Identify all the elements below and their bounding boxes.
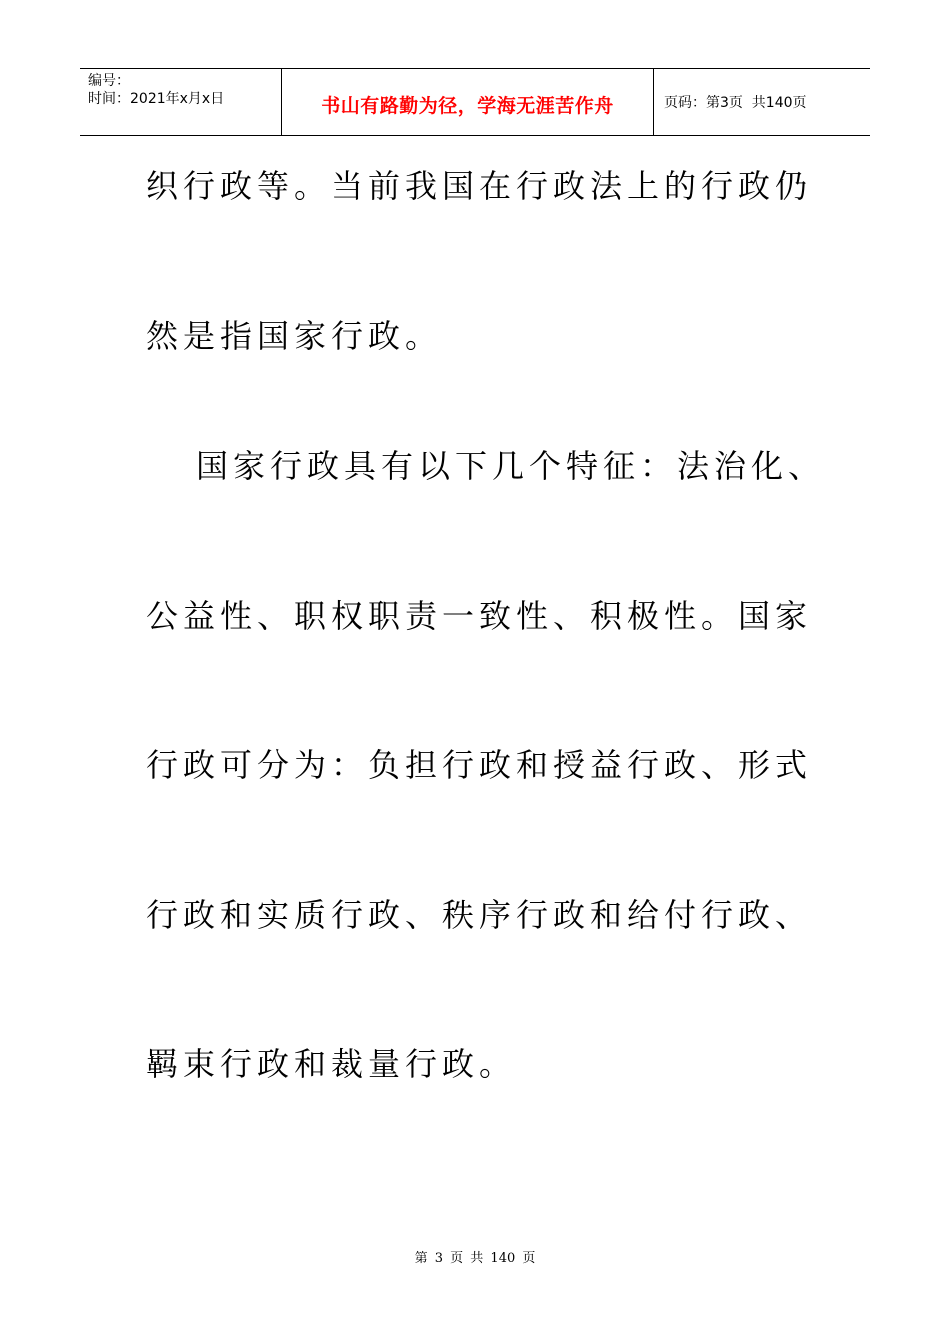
number-label: 编号： bbox=[88, 73, 130, 89]
header-motto-cell bbox=[282, 69, 654, 135]
document-header bbox=[80, 68, 870, 136]
body-line: 然是指国家行政。 bbox=[146, 317, 443, 355]
body-line: 行政可分为：负担行政和授益行政、形式 bbox=[146, 746, 813, 784]
header-page-info: 页码：第3页 共140页 bbox=[664, 95, 807, 111]
header-meta-cell bbox=[80, 69, 282, 135]
body-line: 织行政等。当前我国在行政法上的行政仍 bbox=[146, 167, 813, 205]
body-line: 羁束行政和裁量行政。 bbox=[146, 1045, 517, 1083]
time-label: 时间：2021年x月x日 bbox=[88, 91, 225, 107]
header-page-cell bbox=[654, 69, 870, 135]
header-motto: 书山有路勤为径，学海无涯苦作舟 bbox=[321, 94, 614, 117]
body-line: 公益性、职权职责一致性、积极性。国家 bbox=[146, 597, 813, 635]
page-footer: 第 3 页 共 140 页 bbox=[414, 1251, 536, 1266]
body-line: 国家行政具有以下几个特征：法治化、 bbox=[196, 447, 826, 485]
body-line: 行政和实质行政、秩序行政和给付行政、 bbox=[146, 896, 813, 934]
